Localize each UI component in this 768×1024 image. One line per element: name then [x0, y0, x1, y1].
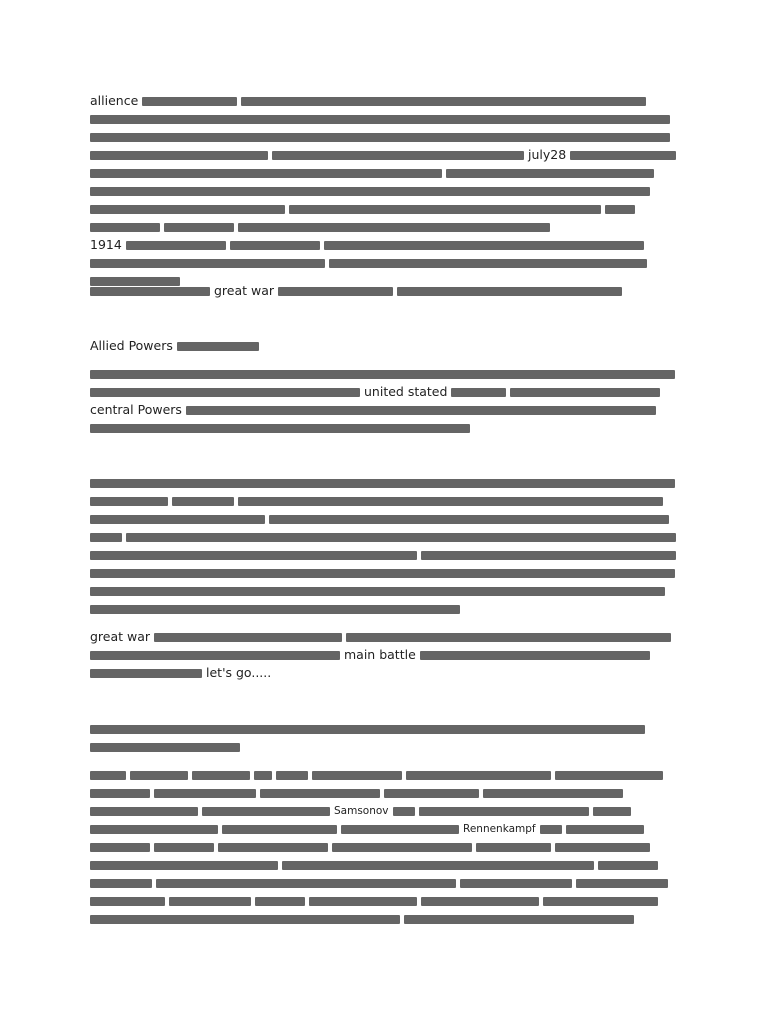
text-line: [90, 766, 680, 784]
text-line: [90, 92, 680, 110]
text-line: [90, 164, 680, 182]
text-line: [90, 600, 680, 618]
word-main-battle: main battle: [344, 647, 416, 662]
text-line: [90, 492, 680, 510]
text-line: [90, 528, 680, 546]
text-line: [90, 200, 680, 218]
text-line: [90, 874, 680, 892]
text-line: [90, 146, 680, 164]
text-line: [90, 128, 680, 146]
text-line: [90, 892, 680, 910]
text-line: [90, 282, 680, 300]
text-line: [90, 738, 680, 756]
word-samsonov: Samsonov: [334, 805, 389, 817]
text-line: [90, 401, 680, 419]
text-line: [90, 802, 680, 820]
text-line: [90, 910, 680, 928]
word-allied-powers: Allied Powers: [90, 338, 173, 353]
text-line: [90, 784, 680, 802]
text-line: [90, 110, 680, 128]
paragraph-main-battle: [90, 628, 680, 682]
text-line: [90, 582, 680, 600]
text-line: [90, 236, 680, 254]
paragraph-intro: [90, 92, 680, 290]
text-line: [90, 646, 680, 664]
text-line: [90, 474, 680, 492]
text-line: [90, 182, 680, 200]
text-line: [90, 365, 680, 383]
word-united-stated: united stated: [364, 384, 448, 399]
text-line: [90, 664, 680, 682]
text-line: [90, 337, 680, 355]
paragraph-war-spread: [90, 474, 680, 618]
text-line: [90, 383, 680, 401]
text-line: [90, 419, 680, 437]
word-july28: july28: [528, 147, 567, 162]
paragraph-great-war: [90, 282, 680, 300]
text-line: [90, 254, 680, 272]
text-line: [90, 564, 680, 582]
paragraph-tannenberg: [90, 766, 680, 928]
word-1914: 1914: [90, 237, 122, 252]
text-line: [90, 510, 680, 528]
text-line: [90, 546, 680, 564]
paragraph-allied-powers-heading: [90, 337, 680, 355]
text-line: [90, 628, 680, 646]
word-rennenkampf: Rennenkampf: [463, 823, 536, 835]
text-line: [90, 820, 680, 838]
paragraph-eastern-front-intro: [90, 720, 680, 756]
text-line: [90, 218, 680, 236]
word-great-war-2: great war: [90, 629, 151, 644]
text-line: [90, 838, 680, 856]
word-central-powers: central Powers: [90, 402, 182, 417]
word-allience: allience: [90, 93, 139, 108]
paragraph-alliances: [90, 365, 680, 437]
word-lets-go: let's go.....: [206, 665, 272, 680]
word-great-war: great war: [214, 283, 275, 298]
text-line: [90, 856, 680, 874]
text-line: [90, 720, 680, 738]
